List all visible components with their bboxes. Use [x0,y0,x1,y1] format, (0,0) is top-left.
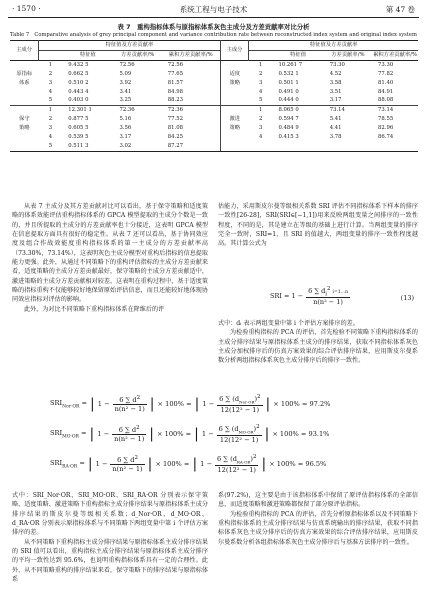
left-column-text [12,202,208,314]
table-cell [10,96,39,105]
table-cell: 88.23 [162,96,220,105]
table-cell: 12.301 1 [62,106,113,115]
table-cell [324,142,372,151]
table-row [10,96,418,105]
table-cell: 5 [48,97,53,104]
table-row [10,133,418,142]
table-cell: 0.532 1 [278,70,299,77]
eq13-number: (13) [400,294,414,302]
paren-left: | [87,456,93,472]
sri-lhs: $SRI_{Nor\cdot OR}$ = [50,398,88,410]
table-cell: 8.065 0 [272,106,323,115]
table-row [10,70,418,79]
table-cell: 86.74 [378,134,394,141]
table-cell: 5 [39,142,63,151]
table-cell: 1 [48,61,53,68]
table-cell: 77.82 [378,70,394,77]
table-cell: 0.605 5 [68,125,89,132]
sri-value: × 100% = 96.5% [269,460,327,468]
table-cell [220,96,249,105]
eq13-fraction: $\frac{6 \sum d_i^2 i=1\dots n}{\text{n(n² − 1)}}$ [308,286,348,307]
th-var: 方差贡献率/% [114,50,162,60]
paragraph: 从不同策略下重构指标主成分排序结果与原指标体系主成分排序结果的 SRI 值可以看出，重构指标主成分排序结果与原指标体系主成分排序的平均一致性达到 95.6%，也说明重构指标体系具有一定的合理性。此外，从不同策略重构的排序结果来看，保守策略下的排序结果与原指标体系 [12,538,208,584]
table-cell: 0.594 7 [278,116,299,123]
sri-equation-row: $SRI_{RA\cdot OR}$ = | 1 − $\frac{6 \sum d^2}{\text{n(n² − 1)}}$ | × 100% = | 1 − $\frac{6 \sum (d_{RA\cdot OR})^2}{\text{12(12² − 1)}}$ | × 100% = 96.5% [50,454,327,474]
table-cell [220,133,249,142]
table-cell: 3 [259,79,263,86]
table-cell [10,88,39,97]
paren-right: | [149,426,154,442]
table-cell: 81.57 [162,79,220,88]
table-cell: 0.484 9 [278,125,299,132]
table-cell [10,133,39,142]
page-number: · 1570 · [12,4,41,13]
table-cell: 0.510 2 [68,79,89,86]
table-cell [220,142,249,151]
table-cell: 87.27 [162,142,220,151]
table-row [10,142,418,151]
table-cell: 73.14 [324,106,372,115]
table-row [10,124,418,133]
paren-left: | [89,426,95,442]
table-cell: 77.52 [162,115,220,124]
table-cell: 1 [259,61,263,68]
equation-13 [218,282,418,316]
th-eigen-r: 特征值 [272,50,323,60]
table-cell: 3.41 [119,88,132,95]
table-cell: 体系 [19,79,30,86]
bottom-right-text [218,491,418,547]
right-column-mid [218,319,418,366]
paren-right: | [264,426,270,442]
table-row [10,79,418,88]
table-cell: 2 [259,116,263,123]
th-group-right: 特征值及方差贡献率 [249,41,418,51]
table-cell: 0.415 3 [278,134,299,141]
table-cell: 3.02 [114,142,162,151]
th-cum: 累积方差贡献率/% [162,50,220,60]
paragraph: 估能力，采用斯皮尔曼等级相关系数 SRI 评估不同指标体系下样本的排序一致性[26-28]，SRI(SRI∈[−1,1])用来反映两组变量之间排序的一致性程度，不同的是，其是建立在等级的基础上进行计算。当两组变量的排序完全一致时，SRI=1，且 SRI 的值越大，两组变量的排序一致性程度越高。其计算公式为 [218,203,418,248]
right-column-text [218,202,418,249]
table-cell: 73.30 [378,61,394,68]
table-cell: 2 [259,70,263,77]
table-row [10,60,418,69]
sri-fraction-b: $\frac{6 \sum (d_{RA\cdot OR})^2}{\text{12(12² − 1)}}$ [216,454,257,474]
paren-left: | [90,396,95,412]
table-cell: 0.444 0 [278,97,299,104]
table-cell: 0.491 0 [278,88,299,95]
sri-equation-row: $SRI_{Nor\cdot OR}$ = | 1 − $\frac{6 \sum d^2}{\text{n(n² − 1)}}$ | × 100% = | 1 − $\frac{6 \sum (d_{Nor\cdot OR})^2}{\text{12(12² − 1)}}$ | × 100% = 97.2% [50,394,331,414]
running-header [8,4,419,16]
sri-fraction-a: $\frac{6 \sum d^2}{\text{n(n² − 1)}}$ [114,394,145,414]
sri-value: × 100% = 93.1% [272,430,330,438]
table-cell: 88.08 [378,97,394,104]
paragraph: 为检验重构指标的 PCA 的评估，首先分析原指标体系以及不同策略下重构指标体系的主成分排序结果与仿真系统输出的排序结果，获取不同指标体系灰色主成分排序后的仿真方案效果的综合评估排序结果，应用斯皮尔曼系数分析各组指标体系灰色主成分排序后与基准方法排序的一致性。 [218,510,418,546]
table-cell: 84.25 [162,133,220,142]
volume-number: 第 47 卷 [385,5,415,14]
table-cell: 2 [48,116,53,123]
table-cell: 3 [48,79,53,86]
paragraph: 系(97.2%)，这主要是由于该指标体系中保留了原评估指标体系的全部信息，而适度策略和激进策略都保留了部分原评估指标。 [218,492,418,509]
eq13-lhs: SRI = 1 − [270,292,304,301]
table-cell [10,60,39,69]
table-cell: 3.58 [329,79,342,86]
table-cell: 1 [39,106,63,115]
table-body [10,60,418,151]
table-cell: 4 [259,88,263,95]
paragraph: 式中：SRI_Nor·OR、SRI_MO·OR、SRI_RA·OR 分别表示保守策略、适度策略、激进策略下重构指标主成分排序结果与原指标体系主成分排序结果的斯皮尔曼等级相关系数；d_Nor·OR、d_MO·OR、d_RA·OR 分别表示原指标体系与不同策略下两组变量中第 i 个评估方案排序的差。 [12,492,208,537]
table-cell: 4 [48,134,53,141]
paren-right: | [265,396,271,412]
table-cell: 84.91 [378,88,394,95]
paragraph: 从表 7 主成分及其方差贡献对比可以看出，基于保守策略和适度策略的体系效能评估重构指标体系的 GPCA 模型提取的主成分个数是一致的，并且所提取的主成分的方差贡献率也十分接近，这表明 GPCA 模型在信息提取方面具有很好的稳定性。从表 7 还可以看出，基于协同效应度及组合作战效能度重构指标体系的第一主成分的方差贡献率高（73.30%，73.14%），这表明灰色主成分模型对重构后指标的信息提取能力更强。此外，从通过不同策略下的重构评估指标的主成分方差贡献来看，适度策略的主成分方差贡献最好，保守策略的主成分方差贡献适中，激进策略的主成分方差贡献相对较差。这表明在重构过程中，基于适度策略的指标重构不仅能够较好地保留原始评估信息，而且还能较好地体现协同效应指标对评估的影响。 [12,203,208,304]
table-cell: 0.501 1 [278,79,299,86]
table-row [10,88,418,97]
sri-fraction-a: $\frac{6 \sum d^2}{\text{n(n² − 1)}}$ [112,454,143,474]
table-cell [220,106,249,115]
th-component: 主成分 [10,41,39,61]
sri-fraction-b: $\frac{6 \sum (d_{MO\cdot OR})^2}{\text{12(12² − 1)}}$ [218,424,260,444]
table-cell [249,142,273,151]
th-group-left: 特征值及方差贡献率 [39,41,221,51]
sri-equation-row: $SRI_{MO\cdot OR}$ = | 1 − $\frac{6 \sum d^2}{\text{n(n² − 1)}}$ | × 100% = | 1 − $\frac{6 \sum (d_{MO\cdot OR})^2}{\text{12(12² − 1)}}$ | × 100% = 93.1% [50,424,330,444]
table-cell: 激进 [229,116,241,123]
paragraph: 此外，为对比不同策略下重构指标体系在降维后的评 [24,305,165,313]
table-cell: 4.52 [329,70,342,77]
table-cell: 5.41 [329,116,342,123]
table-cell: 3.17 [119,134,132,141]
table-cell: 72.56 [119,61,135,68]
table-cell: 72.36 [114,106,162,115]
comparison-table [10,40,418,152]
table-cell: 策略 [229,79,241,86]
table-cell: 0.662 5 [68,70,89,77]
table-cell [220,88,249,97]
paren-left: | [194,426,199,442]
table-cell: 原指标 [16,70,33,77]
header-rule [8,17,419,18]
table-cell: 3.56 [119,125,132,132]
table-row [10,115,418,124]
table-cell: 0.511 3 [62,142,113,151]
table-cell: 77.65 [162,70,220,79]
table-cell: 3.92 [119,79,132,86]
sri-lhs: $SRI_{RA\cdot OR}$ = [50,458,85,470]
sri-fraction-a: $\frac{6 \sum d^2}{\text{n(n² − 1)}}$ [114,424,145,444]
table-cell: 72.56 [162,60,220,69]
paren-left: | [192,456,198,472]
th-cum-r: 累积方差贡献率/% [372,50,418,60]
table-cell: 5 [259,97,263,104]
paragraph: 为检验重构指标的 PCA 的评估，首先检验不同策略下重构指标体系的主成分排序结果与原指标体系主成分的排序结果，获取不同指标体系灰色主成分加权排序后的仿真方案效果的综合评估排序结果，应用斯皮尔曼系数分析两组指标体系灰色主成分排序后的排序一致性。 [218,329,418,365]
table-cell: 10.261 7 [278,61,303,68]
bottom-left-text [12,491,208,584]
table-cell: 0.403 0 [68,97,89,104]
table-cell: 策略 [19,125,30,132]
table-cell: 73.30 [329,61,345,68]
table-cell: 4.41 [329,125,342,132]
sri-equations [50,389,380,479]
table-cell: 3.17 [329,97,342,104]
paren-right: | [147,456,153,472]
table-cell: 3.25 [119,97,132,104]
paren-left: | [194,396,200,412]
table-cell: 73.14 [372,106,418,115]
table-cell: 2 [48,70,53,77]
sri-lhs: $SRI_{MO\cdot OR}$ = [50,428,87,440]
table-cell: 0.443 4 [68,88,89,95]
table-cell: 适度 [229,70,241,77]
table-cell: 保守 [19,116,30,123]
sri-fraction-b: $\frac{6 \sum (d_{Nor\cdot OR})^2}{\text{12(12² − 1)}}$ [219,394,261,414]
table-cell: 9.432 5 [68,61,89,68]
table-cell: 3 [259,125,263,132]
table-cell: 78.55 [378,116,394,123]
paren-right: | [261,456,267,472]
table-caption-cn: 表 7 重构指标体系与原指标体系灰色主成分及方差贡献率对比分析 [117,23,310,31]
th-eigen: 特征值 [62,50,113,60]
table-caption-en: Table 7 Comparative analysis of grey principal component and variance contribution rate between reconstructed index system and original index system [10,32,417,38]
th-var-r: 方差贡献率/% [324,50,372,60]
table-cell: 0.877 5 [68,116,89,123]
table-cell: 82.96 [378,125,394,132]
table-cell: 5.09 [119,70,132,77]
table-cell: 81.08 [162,124,220,133]
table-cell: 72.36 [162,106,220,115]
table-cell: 5.16 [119,116,132,123]
table-cell: 策略 [229,125,241,132]
table-header-row-1 [10,41,418,51]
table-cell: 84.98 [162,88,220,97]
table-cell [272,142,323,151]
th-component-right: 主成分 [220,41,249,61]
table-cell: 3 [48,125,53,132]
table-cell [372,142,418,151]
table-row [10,106,418,115]
paragraph: 式中：dᵢ 表示两组变量中第 i 个评估方案排序的差。 [218,320,359,327]
table-cell: 0.539 5 [68,134,89,141]
table-cell: 3.78 [329,134,342,141]
journal-title: 系统工程与电子技术 [179,5,248,14]
table-cell: 1 [249,106,273,115]
sri-value: × 100% = 97.2% [273,400,331,408]
table-cell: 3.51 [329,88,342,95]
table-cell [220,60,249,69]
paren-right: | [149,396,155,412]
table-cell: 81.40 [378,79,394,86]
table-cell: 4 [259,134,263,141]
table-cell [10,142,39,151]
table-cell: 4 [48,88,53,95]
table-header-row-2 [10,50,418,60]
table-cell [10,106,39,115]
